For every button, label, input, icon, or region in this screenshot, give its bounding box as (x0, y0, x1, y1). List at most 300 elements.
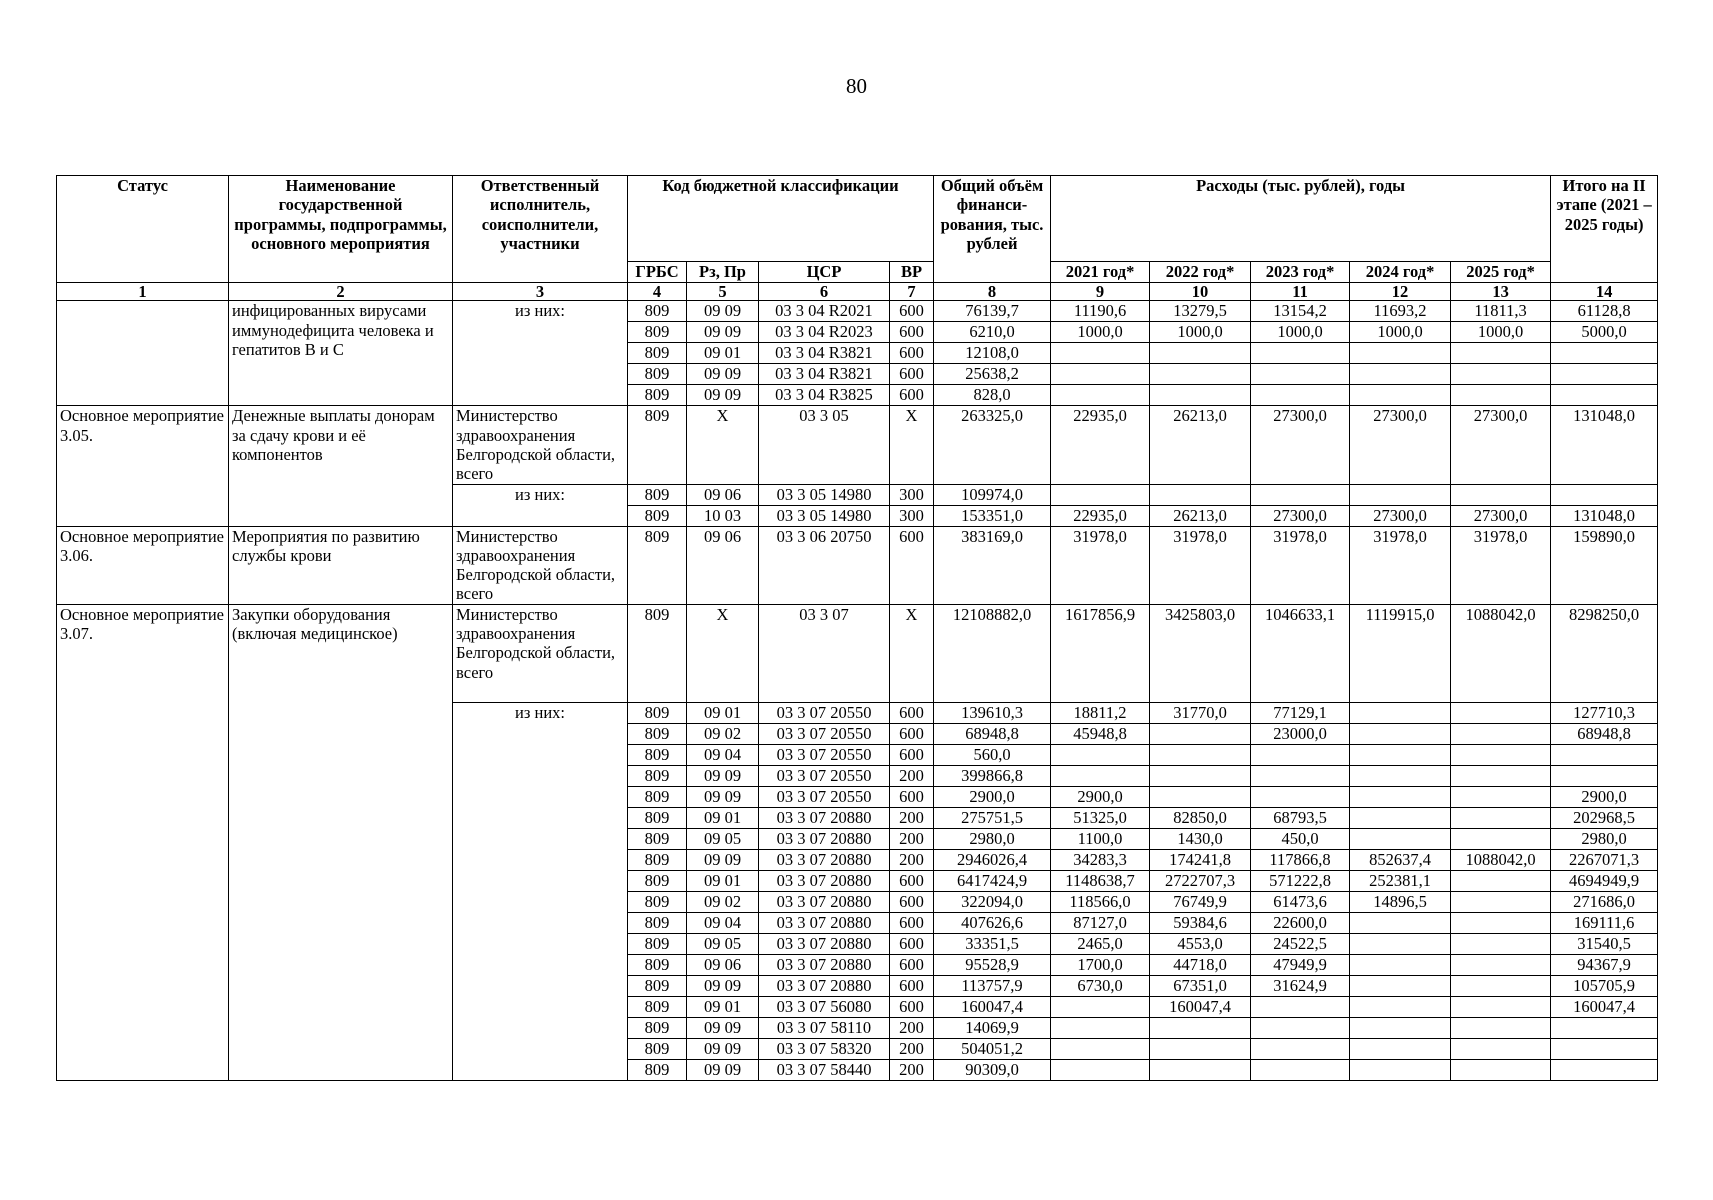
cell-y2024 (1350, 975, 1451, 996)
cell-vr: 200 (890, 828, 934, 849)
column-number: 11 (1251, 283, 1350, 301)
cell-grbs: 809 (628, 807, 687, 828)
cell-y2022: 82850,0 (1150, 807, 1251, 828)
cell-y2021 (1051, 385, 1150, 406)
column-number: 7 (890, 283, 934, 301)
cell-vr: 600 (890, 723, 934, 744)
cell-rzpr: 09 09 (687, 322, 759, 343)
cell-grbs: 809 (628, 1059, 687, 1080)
cell-total: 12108,0 (934, 343, 1051, 364)
cell-csr: 03 3 07 56080 (759, 996, 890, 1017)
cell-y2022: 67351,0 (1150, 975, 1251, 996)
cell-grbs: 809 (628, 604, 687, 702)
cell-grbs: 809 (628, 343, 687, 364)
cell-y2022: 31978,0 (1150, 526, 1251, 604)
column-number: 5 (687, 283, 759, 301)
status-cell: Основное мероприятие 3.07. (57, 604, 229, 1080)
cell-csr: 03 3 07 20880 (759, 828, 890, 849)
cell-y2021: 22935,0 (1051, 406, 1150, 484)
cell-y2025 (1451, 828, 1551, 849)
cell-total: 14069,9 (934, 1017, 1051, 1038)
cell-rzpr: 09 01 (687, 870, 759, 891)
cell-total: 25638,2 (934, 364, 1051, 385)
cell-y2025 (1451, 343, 1551, 364)
cell-vr: 200 (890, 1059, 934, 1080)
cell-y2024 (1350, 933, 1451, 954)
cell-y2025 (1451, 1059, 1551, 1080)
column-number: 9 (1051, 283, 1150, 301)
cell-y2025: 27300,0 (1451, 406, 1551, 484)
cell-rzpr: 09 06 (687, 954, 759, 975)
cell-y2023: 23000,0 (1251, 723, 1350, 744)
cell-y2023: 27300,0 (1251, 406, 1350, 484)
cell-total: 139610,3 (934, 702, 1051, 723)
cell-y2024: 27300,0 (1350, 406, 1451, 484)
cell-csr: 03 3 07 58440 (759, 1059, 890, 1080)
cell-stage-total: 94367,9 (1551, 954, 1658, 975)
cell-total: 153351,0 (934, 505, 1051, 526)
cell-y2022 (1150, 1017, 1251, 1038)
cell-total: 160047,4 (934, 996, 1051, 1017)
cell-rzpr: 09 09 (687, 849, 759, 870)
cell-y2021: 34283,3 (1051, 849, 1150, 870)
cell-y2024: 1000,0 (1350, 322, 1451, 343)
cell-y2023: 13154,2 (1251, 301, 1350, 322)
cell-stage-total: 105705,9 (1551, 975, 1658, 996)
cell-total: 828,0 (934, 385, 1051, 406)
cell-total: 2900,0 (934, 786, 1051, 807)
cell-y2023 (1251, 765, 1350, 786)
cell-y2023: 77129,1 (1251, 702, 1350, 723)
cell-y2022 (1150, 385, 1251, 406)
column-number: 12 (1350, 283, 1451, 301)
header-stage-total: Итого на II этапе (2021 – 2025 годы) (1551, 176, 1658, 283)
status-cell: Основное мероприятие 3.06. (57, 526, 229, 604)
cell-y2021: 2900,0 (1051, 786, 1150, 807)
cell-y2025 (1451, 933, 1551, 954)
cell-csr: 03 3 07 (759, 604, 890, 702)
cell-total: 2980,0 (934, 828, 1051, 849)
cell-csr: 03 3 07 58320 (759, 1038, 890, 1059)
cell-y2024 (1350, 385, 1451, 406)
cell-vr: 600 (890, 702, 934, 723)
cell-stage-total: 131048,0 (1551, 505, 1658, 526)
main-event-row (57, 604, 1658, 702)
cell-vr: 200 (890, 1017, 934, 1038)
cell-y2024 (1350, 954, 1451, 975)
budget-table (56, 175, 1658, 1081)
cell-vr: 600 (890, 786, 934, 807)
cell-csr: 03 3 07 20880 (759, 912, 890, 933)
cell-y2022: 174241,8 (1150, 849, 1251, 870)
cell-vr: 600 (890, 364, 934, 385)
cell-rzpr: 09 04 (687, 912, 759, 933)
cell-vr: 200 (890, 849, 934, 870)
header-total: Общий объём финанси-рования, тыс. рублей (934, 176, 1051, 283)
cell-y2022 (1150, 484, 1251, 505)
cell-y2025 (1451, 954, 1551, 975)
cell-y2024: 1119915,0 (1350, 604, 1451, 702)
cell-y2022: 76749,9 (1150, 891, 1251, 912)
cell-grbs: 809 (628, 891, 687, 912)
cell-total: 33351,5 (934, 933, 1051, 954)
header-status: Статус (57, 176, 229, 283)
cell-y2024 (1350, 1038, 1451, 1059)
cell-y2023: 24522,5 (1251, 933, 1350, 954)
cell-csr: 03 3 07 20550 (759, 702, 890, 723)
cell-stage-total (1551, 765, 1658, 786)
cell-rzpr: 09 01 (687, 996, 759, 1017)
cell-y2025 (1451, 1017, 1551, 1038)
cell-vr: 600 (890, 891, 934, 912)
cell-rzpr: 09 02 (687, 891, 759, 912)
cell-vr: 600 (890, 385, 934, 406)
cell-vr: 600 (890, 744, 934, 765)
cell-vr: 200 (890, 765, 934, 786)
cell-stage-total: 2980,0 (1551, 828, 1658, 849)
cell-vr: 600 (890, 870, 934, 891)
cell-y2021: 22935,0 (1051, 505, 1150, 526)
cell-y2023: 22600,0 (1251, 912, 1350, 933)
sub-label-cell: из них: (453, 484, 628, 526)
cell-y2022 (1150, 1059, 1251, 1080)
cell-grbs: 809 (628, 1038, 687, 1059)
cell-csr: 03 3 04 R2021 (759, 301, 890, 322)
cell-grbs: 809 (628, 406, 687, 484)
header-2025: 2025 год* (1451, 262, 1551, 283)
cell-y2021: 18811,2 (1051, 702, 1150, 723)
cell-y2021: 1100,0 (1051, 828, 1150, 849)
cell-y2025 (1451, 870, 1551, 891)
cell-rzpr: 09 01 (687, 343, 759, 364)
cell-y2022 (1150, 364, 1251, 385)
cell-y2024 (1350, 828, 1451, 849)
cell-y2024 (1350, 1059, 1451, 1080)
header-2022: 2022 год* (1150, 262, 1251, 283)
cell-y2023: 1046633,1 (1251, 604, 1350, 702)
cell-csr: 03 3 07 58110 (759, 1017, 890, 1038)
cell-y2023 (1251, 1038, 1350, 1059)
cell-csr: 03 3 07 20550 (759, 765, 890, 786)
cell-stage-total: 8298250,0 (1551, 604, 1658, 702)
cell-grbs: 809 (628, 744, 687, 765)
cell-csr: 03 3 07 20880 (759, 870, 890, 891)
cell-total: 504051,2 (934, 1038, 1051, 1059)
cell-grbs: 809 (628, 702, 687, 723)
cell-y2025 (1451, 484, 1551, 505)
cell-y2025: 11811,3 (1451, 301, 1551, 322)
cell-y2025 (1451, 744, 1551, 765)
cell-csr: 03 3 07 20880 (759, 891, 890, 912)
cell-y2022: 13279,5 (1150, 301, 1251, 322)
status-cell (57, 301, 229, 406)
cell-csr: 03 3 07 20550 (759, 723, 890, 744)
cell-y2022 (1150, 343, 1251, 364)
cell-rzpr: 09 09 (687, 1038, 759, 1059)
cell-grbs: 809 (628, 765, 687, 786)
cell-rzpr: Х (687, 406, 759, 484)
cell-stage-total: 131048,0 (1551, 406, 1658, 484)
cell-grbs: 809 (628, 1017, 687, 1038)
cell-y2023: 68793,5 (1251, 807, 1350, 828)
cell-y2024 (1350, 1017, 1451, 1038)
cell-grbs: 809 (628, 484, 687, 505)
cell-y2023: 1000,0 (1251, 322, 1350, 343)
cell-stage-total (1551, 364, 1658, 385)
cell-rzpr: 09 06 (687, 526, 759, 604)
cell-total: 399866,8 (934, 765, 1051, 786)
cell-csr: 03 3 05 (759, 406, 890, 484)
cell-total: 560,0 (934, 744, 1051, 765)
cell-stage-total (1551, 1038, 1658, 1059)
cell-y2021 (1051, 343, 1150, 364)
cell-y2025 (1451, 723, 1551, 744)
cell-y2024 (1350, 744, 1451, 765)
cell-y2021: 1148638,7 (1051, 870, 1150, 891)
cell-csr: 03 3 07 20880 (759, 807, 890, 828)
cell-y2021: 51325,0 (1051, 807, 1150, 828)
cell-rzpr: 09 02 (687, 723, 759, 744)
cell-rzpr: 09 09 (687, 786, 759, 807)
cell-grbs: 809 (628, 954, 687, 975)
executor-cell: Министерство здравоохранения Белгородской области, всего (453, 604, 628, 702)
cell-stage-total: 4694949,9 (1551, 870, 1658, 891)
cell-y2024: 14896,5 (1350, 891, 1451, 912)
header-vr: ВР (890, 262, 934, 283)
cell-rzpr: 09 01 (687, 702, 759, 723)
page-number: 80 (846, 74, 867, 98)
cell-y2024 (1350, 765, 1451, 786)
cell-y2025: 1088042,0 (1451, 604, 1551, 702)
cell-csr: 03 3 07 20880 (759, 849, 890, 870)
cell-stage-total: 31540,5 (1551, 933, 1658, 954)
cell-vr: 600 (890, 912, 934, 933)
header-2023: 2023 год* (1251, 262, 1350, 283)
cell-y2021 (1051, 765, 1150, 786)
cell-rzpr: 09 09 (687, 385, 759, 406)
cell-y2021: 87127,0 (1051, 912, 1150, 933)
cell-y2021: 6730,0 (1051, 975, 1150, 996)
cell-grbs: 809 (628, 975, 687, 996)
cell-stage-total: 5000,0 (1551, 322, 1658, 343)
cell-grbs: 809 (628, 870, 687, 891)
table-row (57, 301, 1658, 322)
cell-total: 2946026,4 (934, 849, 1051, 870)
cell-stage-total: 127710,3 (1551, 702, 1658, 723)
cell-y2025: 1088042,0 (1451, 849, 1551, 870)
cell-y2022: 3425803,0 (1150, 604, 1251, 702)
cell-stage-total: 169111,6 (1551, 912, 1658, 933)
cell-grbs: 809 (628, 723, 687, 744)
cell-csr: 03 3 05 14980 (759, 505, 890, 526)
cell-y2023: 61473,6 (1251, 891, 1350, 912)
event-name-cell: Мероприятия по развитию службы крови (229, 526, 453, 604)
cell-stage-total: 202968,5 (1551, 807, 1658, 828)
cell-y2022 (1150, 744, 1251, 765)
cell-csr: 03 3 07 20550 (759, 786, 890, 807)
cell-y2023: 31624,9 (1251, 975, 1350, 996)
cell-y2022 (1150, 723, 1251, 744)
cell-grbs: 809 (628, 364, 687, 385)
cell-vr: Х (890, 406, 934, 484)
cell-rzpr: 09 09 (687, 1017, 759, 1038)
sub-label-cell: из них: (453, 702, 628, 1080)
column-number: 10 (1150, 283, 1251, 301)
column-numbers-row (57, 283, 1658, 301)
executor-cell: Министерство здравоохранения Белгородской области, всего (453, 526, 628, 604)
header-kbk: Код бюджетной классификации (628, 176, 934, 262)
cell-y2022: 31770,0 (1150, 702, 1251, 723)
cell-y2023: 117866,8 (1251, 849, 1350, 870)
cell-y2022: 59384,6 (1150, 912, 1251, 933)
table-body (57, 301, 1658, 1080)
cell-rzpr: 09 09 (687, 975, 759, 996)
executor-cell: Министерство здравоохранения Белгородской области, всего (453, 406, 628, 484)
cell-y2024 (1350, 786, 1451, 807)
status-cell: Основное мероприятие 3.05. (57, 406, 229, 526)
sub-label-cell: из них: (453, 301, 628, 406)
cell-csr: 03 3 04 R3821 (759, 364, 890, 385)
cell-vr: Х (890, 604, 934, 702)
column-number: 8 (934, 283, 1051, 301)
cell-y2021: 1000,0 (1051, 322, 1150, 343)
cell-csr: 03 3 07 20880 (759, 975, 890, 996)
cell-y2024 (1350, 702, 1451, 723)
cell-y2025 (1451, 786, 1551, 807)
cell-stage-total: 271686,0 (1551, 891, 1658, 912)
cell-y2022: 26213,0 (1150, 505, 1251, 526)
cell-y2025 (1451, 364, 1551, 385)
cell-grbs: 809 (628, 933, 687, 954)
cell-grbs: 809 (628, 828, 687, 849)
cell-y2024 (1350, 807, 1451, 828)
cell-y2021 (1051, 484, 1150, 505)
cell-rzpr: 09 06 (687, 484, 759, 505)
event-name-cell: инфицированных вирусами иммунодефицита человека и гепатитов В и С (229, 301, 453, 406)
cell-y2022: 1430,0 (1150, 828, 1251, 849)
cell-y2023: 27300,0 (1251, 505, 1350, 526)
cell-total: 6210,0 (934, 322, 1051, 343)
cell-y2023: 450,0 (1251, 828, 1350, 849)
cell-y2025 (1451, 765, 1551, 786)
main-event-row (57, 406, 1658, 484)
cell-rzpr: 10 03 (687, 505, 759, 526)
cell-rzpr: 09 09 (687, 1059, 759, 1080)
cell-stage-total: 61128,8 (1551, 301, 1658, 322)
cell-total: 407626,6 (934, 912, 1051, 933)
cell-stage-total: 159890,0 (1551, 526, 1658, 604)
cell-csr: 03 3 07 20550 (759, 744, 890, 765)
cell-grbs: 809 (628, 526, 687, 604)
column-number: 14 (1551, 283, 1658, 301)
header-expenses: Расходы (тыс. рублей), годы (1051, 176, 1551, 262)
cell-stage-total: 2267071,3 (1551, 849, 1658, 870)
cell-y2025 (1451, 807, 1551, 828)
cell-y2022: 160047,4 (1150, 996, 1251, 1017)
cell-y2025: 27300,0 (1451, 505, 1551, 526)
cell-grbs: 809 (628, 912, 687, 933)
header-2021: 2021 год* (1051, 262, 1150, 283)
cell-vr: 200 (890, 1038, 934, 1059)
cell-stage-total (1551, 484, 1658, 505)
cell-rzpr: 09 04 (687, 744, 759, 765)
column-number: 2 (229, 283, 453, 301)
cell-y2022: 2722707,3 (1150, 870, 1251, 891)
cell-y2024 (1350, 996, 1451, 1017)
main-event-row (57, 526, 1658, 604)
cell-y2023: 47949,9 (1251, 954, 1350, 975)
cell-rzpr: 09 05 (687, 828, 759, 849)
cell-rzpr: 09 09 (687, 301, 759, 322)
cell-y2023 (1251, 484, 1350, 505)
cell-y2024 (1350, 723, 1451, 744)
column-number: 1 (57, 283, 229, 301)
cell-rzpr: 09 09 (687, 765, 759, 786)
cell-grbs: 809 (628, 322, 687, 343)
cell-vr: 300 (890, 505, 934, 526)
cell-stage-total (1551, 385, 1658, 406)
cell-grbs: 809 (628, 786, 687, 807)
cell-y2021 (1051, 744, 1150, 765)
cell-y2024: 31978,0 (1350, 526, 1451, 604)
event-name-cell: Закупки оборудования (включая медицинское) (229, 604, 453, 1080)
cell-y2023 (1251, 744, 1350, 765)
cell-y2023 (1251, 1017, 1350, 1038)
cell-stage-total (1551, 1017, 1658, 1038)
cell-y2021: 1617856,9 (1051, 604, 1150, 702)
cell-y2022 (1150, 786, 1251, 807)
cell-csr: 03 3 05 14980 (759, 484, 890, 505)
cell-total: 90309,0 (934, 1059, 1051, 1080)
cell-vr: 600 (890, 301, 934, 322)
cell-y2023 (1251, 1059, 1350, 1080)
cell-grbs: 809 (628, 301, 687, 322)
cell-csr: 03 3 04 R2023 (759, 322, 890, 343)
cell-total: 12108882,0 (934, 604, 1051, 702)
cell-y2021: 118566,0 (1051, 891, 1150, 912)
cell-vr: 600 (890, 343, 934, 364)
cell-y2021: 1700,0 (1051, 954, 1150, 975)
cell-csr: 03 3 04 R3825 (759, 385, 890, 406)
cell-csr: 03 3 07 20880 (759, 954, 890, 975)
cell-y2024 (1350, 912, 1451, 933)
cell-y2023: 571222,8 (1251, 870, 1350, 891)
cell-stage-total (1551, 744, 1658, 765)
cell-y2021: 11190,6 (1051, 301, 1150, 322)
cell-y2024: 11693,2 (1350, 301, 1451, 322)
column-number: 13 (1451, 283, 1551, 301)
cell-y2025 (1451, 1038, 1551, 1059)
cell-vr: 600 (890, 954, 934, 975)
cell-total: 6417424,9 (934, 870, 1051, 891)
cell-rzpr: 09 09 (687, 364, 759, 385)
cell-total: 322094,0 (934, 891, 1051, 912)
cell-rzpr: 09 01 (687, 807, 759, 828)
cell-y2024: 252381,1 (1350, 870, 1451, 891)
cell-vr: 200 (890, 807, 934, 828)
cell-y2025: 1000,0 (1451, 322, 1551, 343)
cell-y2023 (1251, 364, 1350, 385)
cell-total: 383169,0 (934, 526, 1051, 604)
header-name: Наименование государственной программы, подпрограммы, основного мероприятия (229, 176, 453, 283)
cell-csr: 03 3 04 R3821 (759, 343, 890, 364)
cell-y2025 (1451, 996, 1551, 1017)
cell-total: 263325,0 (934, 406, 1051, 484)
cell-csr: 03 3 07 20880 (759, 933, 890, 954)
header-executor: Ответственный исполнитель, соисполнители, участники (453, 176, 628, 283)
cell-y2021 (1051, 364, 1150, 385)
cell-y2025 (1451, 891, 1551, 912)
